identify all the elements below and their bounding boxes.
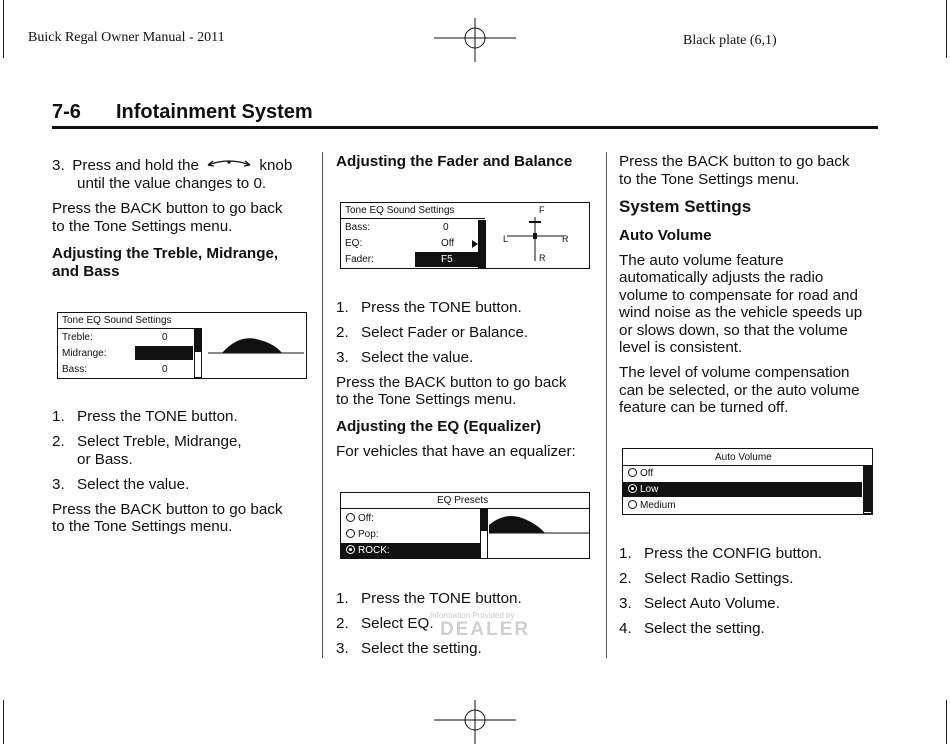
treble-heading: and Bass bbox=[52, 263, 120, 280]
midrange-selection-bar bbox=[135, 346, 193, 360]
screen-title: EQ Presets bbox=[437, 495, 489, 506]
fader-label: Fader: bbox=[345, 254, 374, 265]
bass-label: Bass: bbox=[345, 222, 371, 233]
treble-value: 0 bbox=[162, 332, 168, 343]
bass-value: 0 bbox=[162, 364, 168, 375]
midrange-label: Midrange: bbox=[62, 348, 107, 359]
front-label: F bbox=[539, 205, 545, 215]
section-title: Infotainment System bbox=[116, 101, 313, 123]
eq-intro: For vehicles that have an equalizer: bbox=[336, 443, 576, 460]
screen-title-rule bbox=[58, 328, 200, 329]
radio-icon bbox=[346, 529, 355, 538]
eq-option-pop: Pop: bbox=[346, 529, 379, 541]
auto-volume-para: The auto volume feature bbox=[619, 252, 784, 269]
screen-title: Tone EQ Sound Settings bbox=[345, 205, 455, 216]
tune-knob-icon bbox=[205, 157, 253, 171]
radio-icon bbox=[628, 468, 637, 477]
step-4: 4. Select the setting. bbox=[619, 620, 765, 637]
tone-eq-screen-fader bbox=[340, 202, 590, 269]
back-instruction: to the Tone Settings menu. bbox=[619, 171, 800, 188]
step-1: 1. Press the TONE button. bbox=[336, 299, 522, 316]
section-rule bbox=[52, 126, 878, 129]
scroll-thumb bbox=[478, 220, 486, 268]
step-2: 2. Select Fader or Balance. bbox=[336, 324, 529, 341]
compensation-para: can be selected, or the auto volume bbox=[619, 382, 860, 399]
step-1: 1. Press the TONE button. bbox=[52, 408, 238, 425]
step-3: 3. Select Auto Volume. bbox=[619, 595, 780, 612]
screen-title-rule bbox=[623, 465, 872, 466]
scroll-thumb bbox=[863, 466, 872, 512]
fader-heading: Adjusting the Fader and Balance bbox=[336, 153, 573, 170]
step-3-line1: 3. Press and hold the knob bbox=[52, 157, 293, 174]
watermark-logo: DEALER bbox=[440, 619, 531, 640]
bass-label: Bass: bbox=[62, 364, 88, 375]
bass-value: 0 bbox=[443, 222, 449, 233]
tone-eq-screen-treble bbox=[57, 312, 307, 379]
registration-mark-icon bbox=[434, 18, 516, 62]
right-label: R bbox=[562, 234, 569, 244]
back-instruction: Press the BACK button to go back bbox=[52, 501, 283, 518]
left-label: L bbox=[503, 234, 509, 244]
step-2: 2. Select Radio Settings. bbox=[619, 570, 794, 587]
manual-title: Buick Regal Owner Manual - 2011 bbox=[28, 30, 225, 45]
watermark-text: Information Provided by bbox=[430, 611, 515, 620]
step-3: 3. Select the value. bbox=[52, 476, 190, 493]
auto-volume-para: level is consistent. bbox=[619, 339, 743, 356]
back-instruction: Press the BACK button to go back bbox=[52, 200, 283, 217]
low-selection-bar bbox=[623, 482, 862, 497]
auto-volume-option-medium: Medium bbox=[628, 500, 676, 512]
eq-option-rock: ROCK: bbox=[346, 545, 390, 557]
column-divider bbox=[322, 152, 323, 658]
auto-volume-option-low: Low bbox=[628, 484, 658, 496]
compensation-para: feature can be turned off. bbox=[619, 399, 789, 416]
back-instruction: to the Tone Settings menu. bbox=[52, 218, 233, 235]
radio-icon bbox=[346, 513, 355, 522]
back-instruction: to the Tone Settings menu. bbox=[336, 391, 517, 408]
step-2-line2: or Bass. bbox=[77, 451, 133, 468]
rear-label: R bbox=[539, 253, 546, 263]
plate-label: Black plate (6,1) bbox=[683, 33, 777, 48]
screen-title-rule bbox=[341, 218, 485, 219]
auto-volume-para: or slows down, so that the volume bbox=[619, 322, 848, 339]
eq-presets-screen bbox=[340, 492, 590, 559]
screen-title: Tone EQ Sound Settings bbox=[62, 315, 172, 326]
eq-label: EQ: bbox=[345, 238, 363, 249]
step-3: 3. Select the value. bbox=[336, 349, 474, 366]
fader-value: F5 bbox=[441, 254, 453, 265]
back-instruction: Press the BACK button to go back bbox=[619, 153, 850, 170]
radio-icon bbox=[628, 500, 637, 509]
step-1: 1. Press the CONFIG button. bbox=[619, 545, 823, 562]
step-2: 2. Select EQ. bbox=[336, 615, 434, 632]
screen-title: Auto Volume bbox=[715, 452, 772, 463]
auto-volume-screen bbox=[622, 448, 873, 515]
eq-curve-icon bbox=[208, 333, 304, 363]
step-2: 2. Select Treble, Midrange, bbox=[52, 433, 242, 450]
back-instruction: Press the BACK button to go back bbox=[336, 374, 567, 391]
auto-volume-para: volume to compensate for road and bbox=[619, 287, 858, 304]
eq-curve-icon bbox=[489, 511, 589, 541]
auto-volume-heading: Auto Volume bbox=[619, 227, 712, 244]
right-edge-mark bbox=[946, 0, 947, 58]
radio-selected-icon bbox=[346, 545, 355, 554]
system-settings-heading: System Settings bbox=[619, 197, 752, 216]
radio-selected-icon bbox=[628, 484, 637, 493]
eq-heading: Adjusting the EQ (Equalizer) bbox=[336, 418, 542, 435]
eq-value: Off bbox=[441, 238, 455, 249]
eq-option-off: Off: bbox=[346, 513, 374, 525]
section-number: 7-6 bbox=[52, 101, 81, 123]
step-1: 1. Press the TONE button. bbox=[336, 590, 522, 607]
auto-volume-para: wind noise as the vehicle speeds up bbox=[619, 304, 863, 321]
right-edge-mark-bottom bbox=[946, 700, 947, 744]
left-edge-mark bbox=[3, 0, 4, 58]
registration-mark-icon bbox=[434, 700, 516, 744]
back-instruction: to the Tone Settings menu. bbox=[52, 518, 233, 535]
column-divider bbox=[606, 152, 607, 658]
scroll-thumb bbox=[194, 328, 202, 352]
step-3: 3. Select the setting. bbox=[336, 640, 482, 657]
compensation-para: The level of volume compensation bbox=[619, 364, 850, 381]
screen-title-rule bbox=[341, 508, 589, 509]
step-3-line2: until the value changes to 0. bbox=[77, 175, 267, 192]
auto-volume-option-off: Off bbox=[628, 468, 653, 480]
scroll-thumb bbox=[480, 509, 488, 531]
auto-volume-para: automatically adjusts the radio bbox=[619, 269, 824, 286]
left-edge-mark-bottom bbox=[3, 700, 4, 744]
treble-label: Treble: bbox=[62, 332, 93, 343]
treble-heading: Adjusting the Treble, Midrange, bbox=[52, 245, 279, 262]
